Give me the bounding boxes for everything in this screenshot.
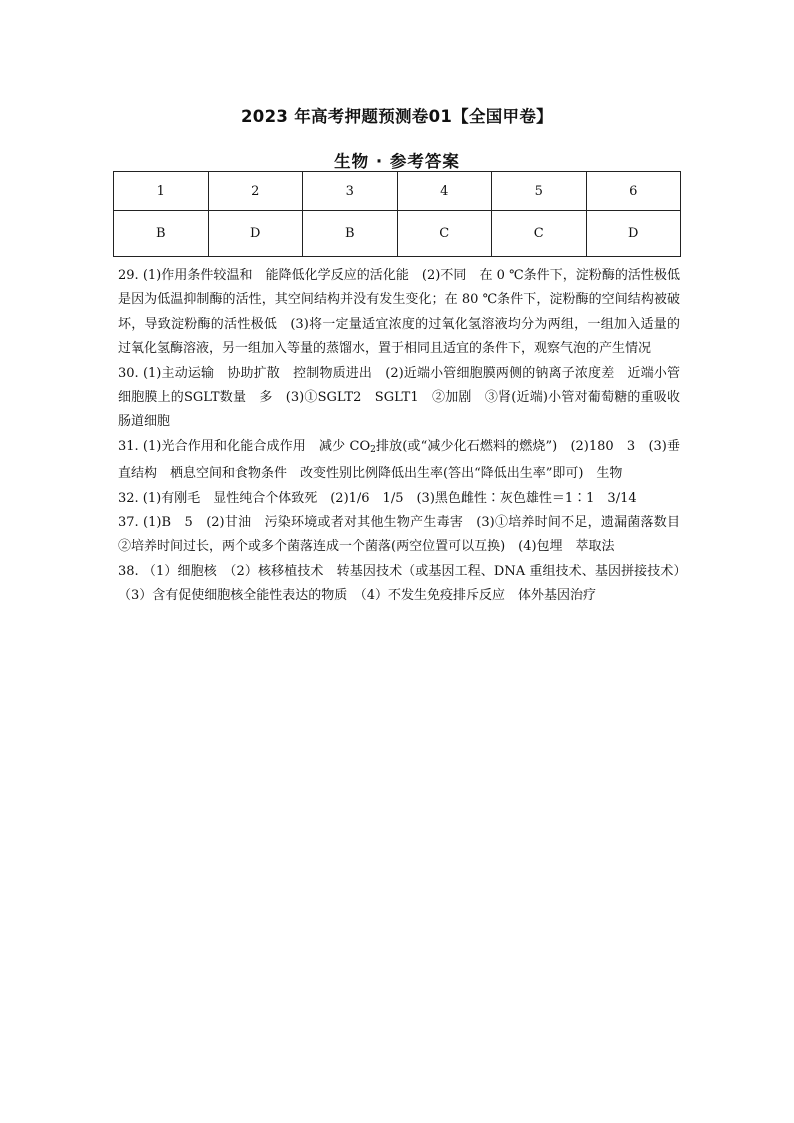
- answer-q32: 32. (1)有刚毛 显性纯合个体致死 (2)1/6 1/5 (3)黑色雌性∶灰色雄性＝1∶1 3/14: [118, 490, 637, 506]
- answer-q30: 30. (1)主动运输 协助扩散 控制物质进出 (2)近端小管细胞膜两侧的钠离子浓度差 近端小管细胞膜上的SGLT数量 多 (3)①SGLT2 SGLT1 ②加剧 ③肾(近端)小管对葡萄糖的重吸收 肠道细胞: [118, 365, 694, 430]
- answer-cell: B: [114, 211, 209, 257]
- answer-q31-part1: 31. (1)光合作用和化能合成作用 减少 CO: [118, 438, 371, 454]
- question-number-cell: 5: [492, 172, 587, 211]
- question-number-cell: 4: [397, 172, 492, 211]
- co2-subscript: 2: [370, 444, 376, 455]
- answer-q37: 37. (1)B 5 (2)甘油 污染环境或者对其他生物产生毒害 (3)①培养时间不足，遗漏菌落数目 ②培养时间过长，两个或多个菌落连成一个菌落(两空位置可以互换) (4)包埋 萃取法: [118, 515, 694, 555]
- document-subtitle: 生物 · 参考答案: [334, 152, 460, 171]
- answer-q31-part2: 排放(或“减少化石燃料的燃烧”) (2)180 3 (3)垂直结构 栖息空间和食物条件 改变性别比例降低出生率(答出“降低出生率”即可) 生物: [118, 438, 680, 482]
- answer-row: [114, 211, 681, 257]
- document-title: 2023 年高考押题预测卷01【全国甲卷】: [241, 107, 553, 126]
- answer-cell: D: [586, 211, 681, 257]
- answer-cell: B: [303, 211, 398, 257]
- answer-explanations: [118, 264, 694, 609]
- answer-cell: C: [397, 211, 492, 257]
- answer-cell: D: [208, 211, 303, 257]
- question-number-cell: 3: [303, 172, 398, 211]
- question-number-cell: 6: [586, 172, 681, 211]
- answer-q29: 29. (1)作用条件较温和 能降低化学反应的活化能 (2)不同 在 0 ℃条件下，淀粉酶的活性极低是因为低温抑制酶的活性，其空间结构并没有发生变化；在 80 ℃条件下，淀粉酶的空间结构被破坏，导致淀粉酶的活性极低 (3)将一定量适宜浓度的过氧化氢溶液均分为两组，一组加入适量的过氧化氢酶溶液，另一组加入等量的蒸馏水，置于相同且适宜的条件下，观察气泡的产生情况: [118, 268, 680, 357]
- question-number-cell: 1: [114, 172, 209, 211]
- answer-q38: 38. （1）细胞核 （2）核移植技术 转基因技术（或基因工程、DNA 重组技术、基因拼接技术） （3）含有促使细胞核全能性表达的物质 （4）不发生免疫排斥反应 体外基因治疗: [118, 563, 694, 604]
- question-number-row: [114, 172, 681, 211]
- question-number-cell: 2: [208, 172, 303, 211]
- answer-cell: C: [492, 211, 587, 257]
- multiple-choice-answer-table: [113, 171, 681, 257]
- answer-q31: [118, 435, 680, 487]
